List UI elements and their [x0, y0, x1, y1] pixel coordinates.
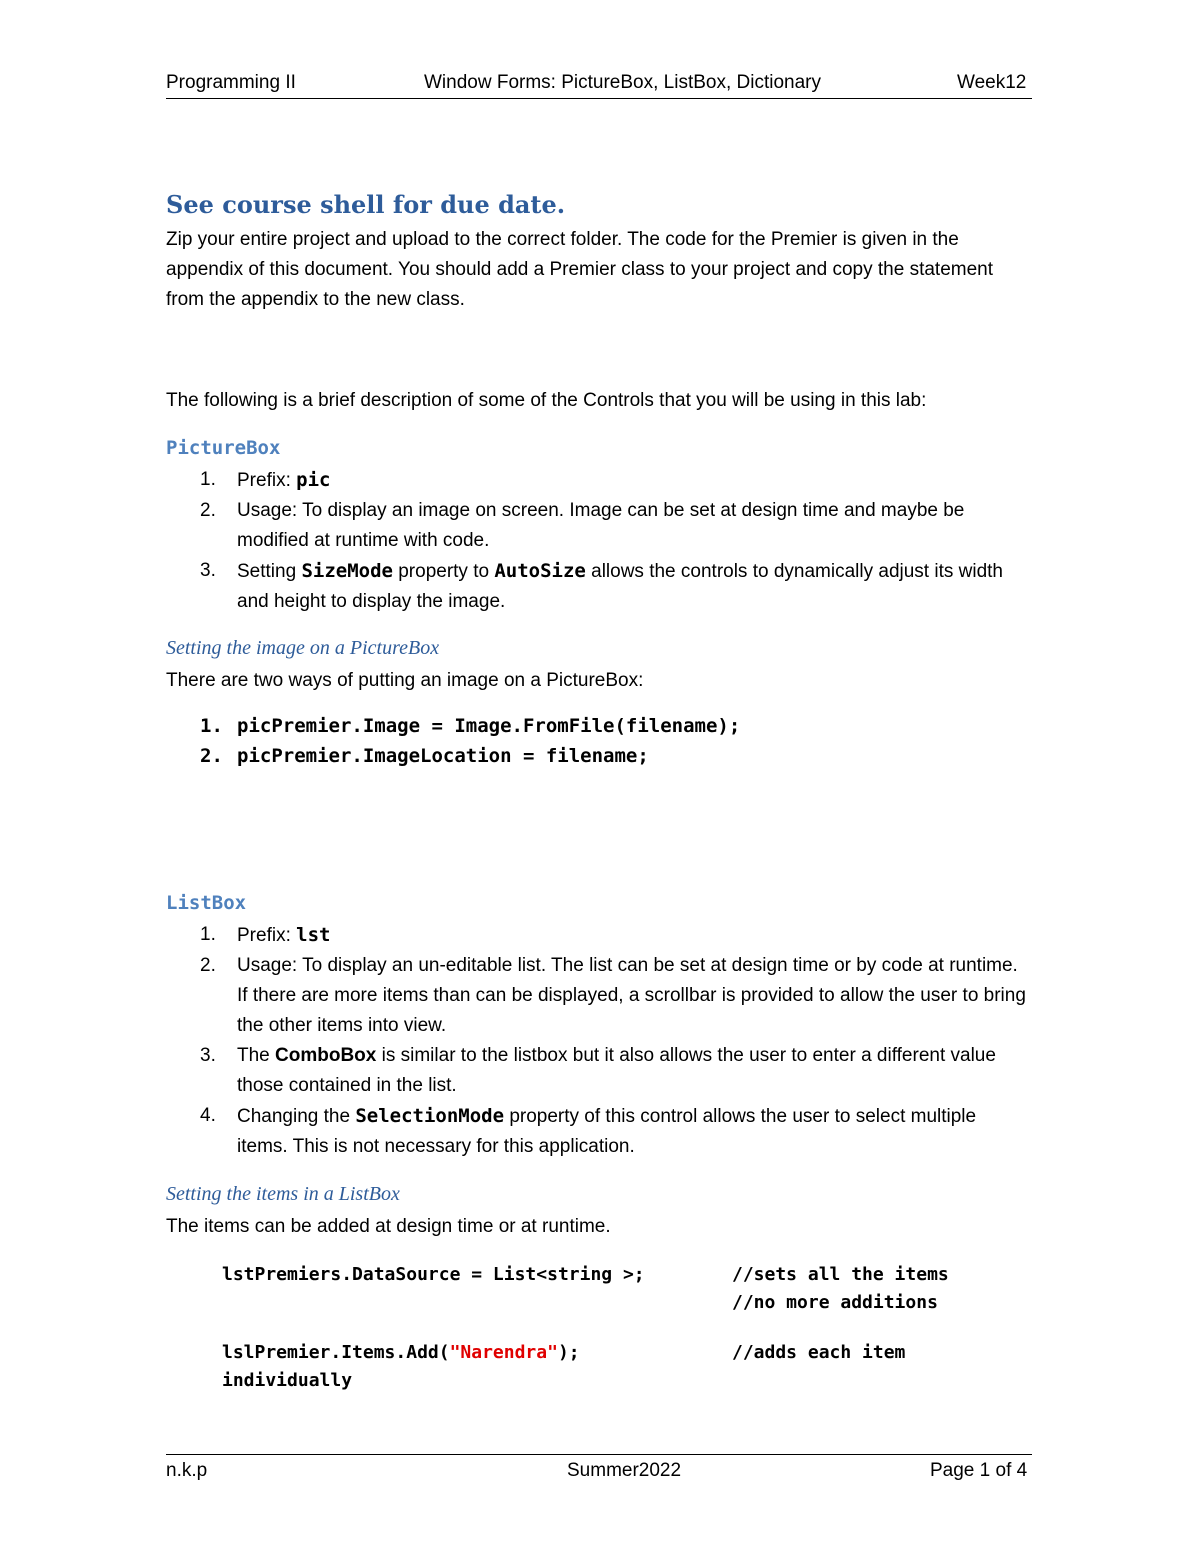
picturebox-heading: PictureBox — [166, 437, 281, 459]
list-text: Prefix: — [237, 925, 297, 946]
picturebox-list — [200, 465, 1030, 617]
list-text: The — [237, 1045, 276, 1066]
code-comment: //sets all the items — [732, 1264, 949, 1285]
list-text: Setting — [237, 561, 302, 582]
picturebox-subtext: There are two ways of putting an image on a PictureBox: — [166, 670, 644, 691]
due-paragraph: Zip your entire project and upload to the correct folder. The code for the Premier is given in the appendix of this document. You should add a Premier class to your project and copy the statement from the appendix to the new class. — [166, 229, 994, 310]
code-comment: //adds each item — [732, 1342, 906, 1363]
list-number: 2. — [200, 500, 216, 521]
list-item — [200, 920, 1030, 951]
list-number: 4. — [200, 1105, 216, 1126]
code-line: picPremier.ImageLocation = filename; — [237, 745, 649, 767]
code-line — [222, 1342, 580, 1363]
code-line: lstPremiers.DataSource = List<string >; — [222, 1264, 645, 1285]
inline-code: lst — [296, 924, 331, 946]
list-item — [200, 1041, 1030, 1101]
header-rule — [166, 98, 1032, 99]
list-number: 1. — [200, 469, 216, 490]
header-center: Window Forms: PictureBox, ListBox, Dictionary — [424, 72, 822, 93]
code-segment: ); — [557, 1342, 580, 1363]
list-text: Changing the — [237, 1106, 356, 1127]
list-text: is similar to the listbox but it also allows the user to enter a different value those contained in the list. — [237, 1045, 996, 1096]
list-item — [200, 951, 1030, 1041]
listbox-subtext: The items can be added at design time or at runtime. — [166, 1216, 611, 1237]
inline-code: SelectionMode — [355, 1105, 505, 1127]
footer-rule — [166, 1454, 1032, 1455]
header-left: Programming II — [166, 72, 296, 93]
code-comment: //no more additions — [732, 1292, 938, 1313]
list-number: 1. — [200, 924, 216, 945]
list-item — [200, 496, 1030, 556]
listbox-heading: ListBox — [166, 892, 247, 914]
footer-left: n.k.p — [166, 1460, 208, 1481]
inline-code: pic — [296, 469, 331, 491]
intro-text: The following is a brief description of some of the Controls that you will be using in this lab: — [166, 390, 927, 411]
list-number: 2. — [200, 955, 216, 976]
list-number: 3. — [200, 560, 216, 581]
list-item — [200, 1101, 1030, 1162]
code-string: "Narendra" — [449, 1342, 558, 1363]
code-number: 2. — [200, 745, 223, 767]
list-item — [200, 556, 1030, 617]
footer-center: Summer2022 — [567, 1460, 682, 1481]
picturebox-subheading: Setting the image on a PictureBox — [166, 637, 440, 659]
listbox-list — [200, 920, 1030, 1162]
list-text: property to — [392, 561, 495, 582]
header-right: Week12 — [957, 72, 1027, 93]
bold-term: ComboBox — [275, 1045, 377, 1066]
listbox-subheading: Setting the items in a ListBox — [166, 1183, 400, 1205]
list-text: Prefix: — [237, 470, 297, 491]
list-number: 3. — [200, 1045, 216, 1066]
list-item — [200, 465, 1030, 496]
code-number: 1. — [200, 715, 223, 737]
inline-code: AutoSize — [494, 560, 586, 582]
list-text: Usage: To display an image on screen. Image can be set at design time and maybe be modified at runtime with code. — [237, 500, 965, 551]
code-segment: lslPremier.Items.Add( — [222, 1342, 450, 1363]
footer-right: Page 1 of 4 — [930, 1460, 1028, 1481]
code-line: individually — [222, 1370, 353, 1391]
list-text: allows the controls to dynamically adjust its width and height to display the image. — [237, 561, 1003, 612]
list-text: property of this control allows the user to select multiple items. This is not necessary for this application. — [237, 1106, 977, 1157]
inline-code: SizeMode — [301, 560, 393, 582]
due-heading: See course shell for due date. — [166, 190, 566, 219]
code-line: picPremier.Image = Image.FromFile(filename); — [237, 715, 741, 737]
list-text: Usage: To display an un-editable list. The list can be set at design time or by code at runtime. If there are more items than can be displayed, a scrollbar is provided to allow the user to bring the other items into view. — [237, 955, 1026, 1036]
